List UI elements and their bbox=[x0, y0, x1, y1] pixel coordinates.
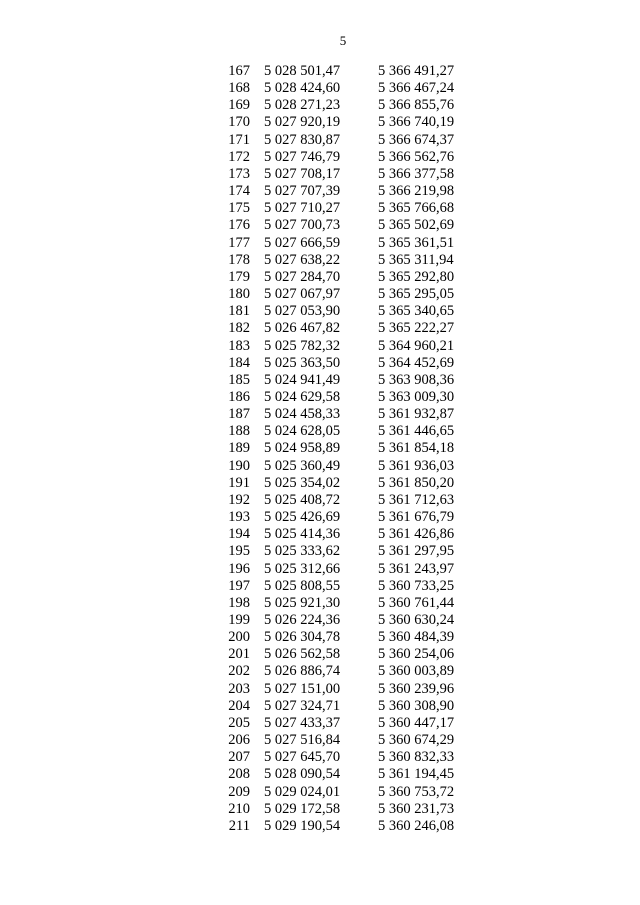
table-row bbox=[0, 80, 454, 97]
coordinate-x: 5 027 710,27 bbox=[264, 200, 341, 217]
coordinate-y: 5 361 712,63 bbox=[378, 491, 455, 508]
point-number: 188 bbox=[228, 423, 250, 440]
coordinate-x: 5 024 628,05 bbox=[264, 423, 341, 440]
point-number: 169 bbox=[228, 97, 250, 114]
coordinate-y: 5 365 292,80 bbox=[378, 268, 455, 285]
point-number: 210 bbox=[228, 800, 250, 817]
point-number: 177 bbox=[228, 234, 250, 251]
coordinate-y: 5 361 676,79 bbox=[378, 509, 455, 526]
coordinate-y: 5 365 295,05 bbox=[378, 286, 455, 303]
coordinate-x: 5 027 516,84 bbox=[264, 732, 341, 749]
coordinate-y: 5 360 003,89 bbox=[378, 663, 455, 680]
point-number: 192 bbox=[228, 491, 250, 508]
coordinate-y: 5 361 194,45 bbox=[378, 766, 455, 783]
coordinate-x: 5 027 920,19 bbox=[264, 114, 341, 131]
coordinate-y: 5 360 753,72 bbox=[378, 783, 455, 800]
point-number: 205 bbox=[228, 714, 250, 731]
table-row bbox=[0, 595, 454, 612]
table-row bbox=[0, 389, 454, 406]
table-row bbox=[0, 235, 454, 252]
point-number: 198 bbox=[228, 594, 250, 611]
coordinate-y: 5 363 009,30 bbox=[378, 388, 455, 405]
coordinate-x: 5 027 708,17 bbox=[264, 165, 341, 182]
table-row bbox=[0, 355, 454, 372]
point-number: 199 bbox=[228, 612, 250, 628]
point-number: 204 bbox=[228, 697, 250, 714]
coordinate-x: 5 027 053,90 bbox=[264, 303, 341, 320]
point-number: 201 bbox=[228, 646, 250, 663]
coordinate-x: 5 025 333,62 bbox=[264, 543, 341, 560]
point-number: 179 bbox=[228, 268, 250, 285]
coordinate-x: 5 025 426,69 bbox=[264, 509, 341, 526]
table-row bbox=[0, 766, 454, 783]
coordinate-x: 5 027 746,79 bbox=[264, 148, 341, 165]
coordinate-y: 5 366 674,37 bbox=[378, 131, 455, 148]
coordinate-x: 5 027 700,73 bbox=[264, 217, 341, 234]
coordinate-x: 5 026 304,78 bbox=[264, 629, 341, 646]
coordinate-y: 5 360 733,25 bbox=[378, 577, 455, 594]
coordinate-x: 5 025 408,72 bbox=[264, 491, 341, 508]
point-number: 189 bbox=[228, 440, 250, 457]
point-number: 180 bbox=[228, 286, 250, 303]
point-number: 172 bbox=[228, 148, 250, 165]
table-row bbox=[0, 406, 454, 423]
coordinate-y: 5 360 761,44 bbox=[378, 594, 455, 611]
coordinate-x: 5 024 458,33 bbox=[264, 406, 341, 423]
point-number: 196 bbox=[228, 560, 250, 577]
coordinate-x: 5 027 638,22 bbox=[264, 251, 341, 268]
coordinate-y: 5 366 855,76 bbox=[378, 97, 455, 114]
coordinate-x: 5 027 433,37 bbox=[264, 714, 341, 731]
point-number: 208 bbox=[228, 766, 250, 783]
table-row bbox=[0, 732, 454, 749]
table-row bbox=[0, 303, 454, 320]
coordinate-y: 5 365 311,94 bbox=[378, 251, 454, 268]
page-number: 5 bbox=[339, 33, 347, 48]
point-number: 209 bbox=[228, 783, 250, 800]
coordinate-x: 5 025 921,30 bbox=[264, 594, 341, 611]
point-number: 206 bbox=[228, 732, 250, 749]
coordinate-x: 5 024 941,49 bbox=[264, 371, 341, 388]
table-row bbox=[0, 149, 454, 166]
table-row bbox=[0, 561, 454, 578]
coordinate-x: 5 025 782,32 bbox=[264, 337, 341, 354]
table-row bbox=[0, 543, 454, 560]
point-number: 187 bbox=[228, 406, 250, 423]
table-row bbox=[0, 681, 454, 698]
table-row bbox=[0, 114, 454, 131]
coordinate-x: 5 026 224,36 bbox=[264, 612, 341, 628]
point-number: 184 bbox=[228, 354, 250, 371]
point-number: 175 bbox=[228, 200, 250, 217]
point-number: 207 bbox=[228, 749, 250, 766]
coordinate-x: 5 025 354,02 bbox=[264, 474, 341, 491]
coordinate-y: 5 366 562,76 bbox=[378, 148, 455, 165]
coordinate-x: 5 028 271,23 bbox=[264, 97, 341, 114]
point-number: 200 bbox=[228, 629, 250, 646]
coordinate-y: 5 361 932,87 bbox=[378, 406, 455, 423]
table-row bbox=[0, 749, 454, 766]
coordinate-x: 5 027 284,70 bbox=[264, 268, 341, 285]
coordinate-y: 5 364 452,69 bbox=[378, 354, 455, 371]
point-number: 186 bbox=[228, 388, 250, 405]
table-row bbox=[0, 526, 454, 543]
table-row bbox=[0, 338, 454, 355]
coordinate-y: 5 360 246,08 bbox=[378, 817, 455, 834]
table-row bbox=[0, 286, 454, 303]
table-row bbox=[0, 183, 454, 200]
coordinate-x: 5 027 067,97 bbox=[264, 286, 341, 303]
coordinate-x: 5 025 414,36 bbox=[264, 526, 341, 543]
coordinate-y: 5 364 960,21 bbox=[378, 337, 455, 354]
table-row bbox=[0, 509, 454, 526]
coordinate-y: 5 360 239,96 bbox=[378, 680, 455, 697]
coordinate-x: 5 024 958,89 bbox=[264, 440, 341, 457]
coordinate-y: 5 365 502,69 bbox=[378, 217, 455, 234]
point-number: 181 bbox=[228, 303, 250, 320]
point-number: 170 bbox=[228, 114, 250, 131]
table-row bbox=[0, 97, 454, 114]
point-number: 197 bbox=[228, 577, 250, 594]
table-row bbox=[0, 132, 454, 149]
table-row bbox=[0, 320, 454, 337]
point-number: 174 bbox=[228, 183, 250, 200]
point-number: 167 bbox=[228, 63, 250, 79]
table-row bbox=[0, 492, 454, 509]
point-number: 203 bbox=[228, 680, 250, 697]
point-number: 178 bbox=[228, 251, 250, 268]
point-number: 185 bbox=[228, 371, 250, 388]
coordinates-table bbox=[0, 63, 454, 835]
point-number: 202 bbox=[228, 663, 250, 680]
point-number: 171 bbox=[228, 131, 250, 148]
coordinate-x: 5 027 151,00 bbox=[264, 680, 341, 697]
coordinate-x: 5 026 467,82 bbox=[264, 320, 341, 337]
coordinate-x: 5 027 707,39 bbox=[264, 183, 341, 200]
table-row bbox=[0, 423, 454, 440]
coordinate-x: 5 029 190,54 bbox=[264, 817, 341, 834]
coordinate-y: 5 361 426,86 bbox=[378, 526, 455, 543]
point-number: 182 bbox=[228, 320, 250, 337]
coordinate-y: 5 360 308,90 bbox=[378, 697, 455, 714]
coordinate-y: 5 360 484,39 bbox=[378, 629, 455, 646]
coordinate-x: 5 029 024,01 bbox=[264, 783, 341, 800]
coordinate-y: 5 360 447,17 bbox=[378, 714, 455, 731]
coordinate-y: 5 360 832,33 bbox=[378, 749, 455, 766]
coordinate-y: 5 366 491,27 bbox=[378, 63, 455, 79]
coordinate-x: 5 027 324,71 bbox=[264, 697, 341, 714]
coordinate-y: 5 365 222,27 bbox=[378, 320, 455, 337]
coordinate-x: 5 028 424,60 bbox=[264, 80, 341, 97]
point-number: 168 bbox=[228, 80, 250, 97]
coordinate-y: 5 366 219,98 bbox=[378, 183, 455, 200]
point-number: 183 bbox=[228, 337, 250, 354]
table-row bbox=[0, 458, 454, 475]
point-number: 193 bbox=[228, 509, 250, 526]
table-row bbox=[0, 578, 454, 595]
coordinate-y: 5 361 936,03 bbox=[378, 457, 455, 474]
coordinate-y: 5 361 446,65 bbox=[378, 423, 455, 440]
coordinate-y: 5 360 630,24 bbox=[378, 612, 455, 628]
point-number: 191 bbox=[228, 474, 250, 491]
table-row bbox=[0, 818, 454, 835]
coordinate-y: 5 360 674,29 bbox=[378, 732, 455, 749]
table-row bbox=[0, 217, 454, 234]
coordinate-y: 5 361 854,18 bbox=[378, 440, 455, 457]
table-row bbox=[0, 698, 454, 715]
coordinate-x: 5 025 360,49 bbox=[264, 457, 341, 474]
coordinate-y: 5 361 297,95 bbox=[378, 543, 455, 560]
point-number: 173 bbox=[228, 165, 250, 182]
table-row bbox=[0, 629, 454, 646]
coordinate-x: 5 029 172,58 bbox=[264, 800, 341, 817]
point-number: 194 bbox=[228, 526, 250, 543]
table-row bbox=[0, 252, 454, 269]
coordinate-y: 5 366 467,24 bbox=[378, 80, 455, 97]
point-number: 195 bbox=[228, 543, 250, 560]
coordinate-y: 5 363 908,36 bbox=[378, 371, 455, 388]
coordinate-x: 5 026 886,74 bbox=[264, 663, 341, 680]
table-row bbox=[0, 475, 454, 492]
point-number: 176 bbox=[228, 217, 250, 234]
table-row bbox=[0, 166, 454, 183]
table-row bbox=[0, 715, 454, 732]
coordinate-x: 5 028 090,54 bbox=[264, 766, 341, 783]
point-number: 190 bbox=[228, 457, 250, 474]
table-row bbox=[0, 269, 454, 286]
coordinate-x: 5 026 562,58 bbox=[264, 646, 341, 663]
table-row bbox=[0, 646, 454, 663]
coordinate-x: 5 025 363,50 bbox=[264, 354, 341, 371]
coordinate-y: 5 361 850,20 bbox=[378, 474, 455, 491]
table-row bbox=[0, 663, 454, 680]
table-row bbox=[0, 612, 454, 629]
coordinate-x: 5 028 501,47 bbox=[264, 63, 341, 79]
point-number: 211 bbox=[228, 817, 250, 834]
table-row bbox=[0, 200, 454, 217]
coordinate-x: 5 024 629,58 bbox=[264, 388, 341, 405]
coordinate-x: 5 027 666,59 bbox=[264, 234, 341, 251]
coordinate-y: 5 360 254,06 bbox=[378, 646, 455, 663]
coordinates-table-body bbox=[0, 63, 454, 835]
coordinate-y: 5 365 340,65 bbox=[378, 303, 455, 320]
coordinate-x: 5 027 645,70 bbox=[264, 749, 341, 766]
coordinate-y: 5 360 231,73 bbox=[378, 800, 455, 817]
table-row bbox=[0, 801, 454, 818]
coordinate-y: 5 361 243,97 bbox=[378, 560, 455, 577]
table-row bbox=[0, 372, 454, 389]
coordinate-y: 5 366 740,19 bbox=[378, 114, 455, 131]
coordinate-x: 5 025 808,55 bbox=[264, 577, 341, 594]
table-row bbox=[0, 440, 454, 457]
table-row bbox=[0, 784, 454, 801]
table-row bbox=[0, 63, 454, 80]
coordinate-y: 5 366 377,58 bbox=[378, 165, 455, 182]
coordinate-y: 5 365 766,68 bbox=[378, 200, 455, 217]
coordinate-x: 5 025 312,66 bbox=[264, 560, 341, 577]
coordinate-y: 5 365 361,51 bbox=[378, 234, 455, 251]
coordinate-x: 5 027 830,87 bbox=[264, 131, 341, 148]
